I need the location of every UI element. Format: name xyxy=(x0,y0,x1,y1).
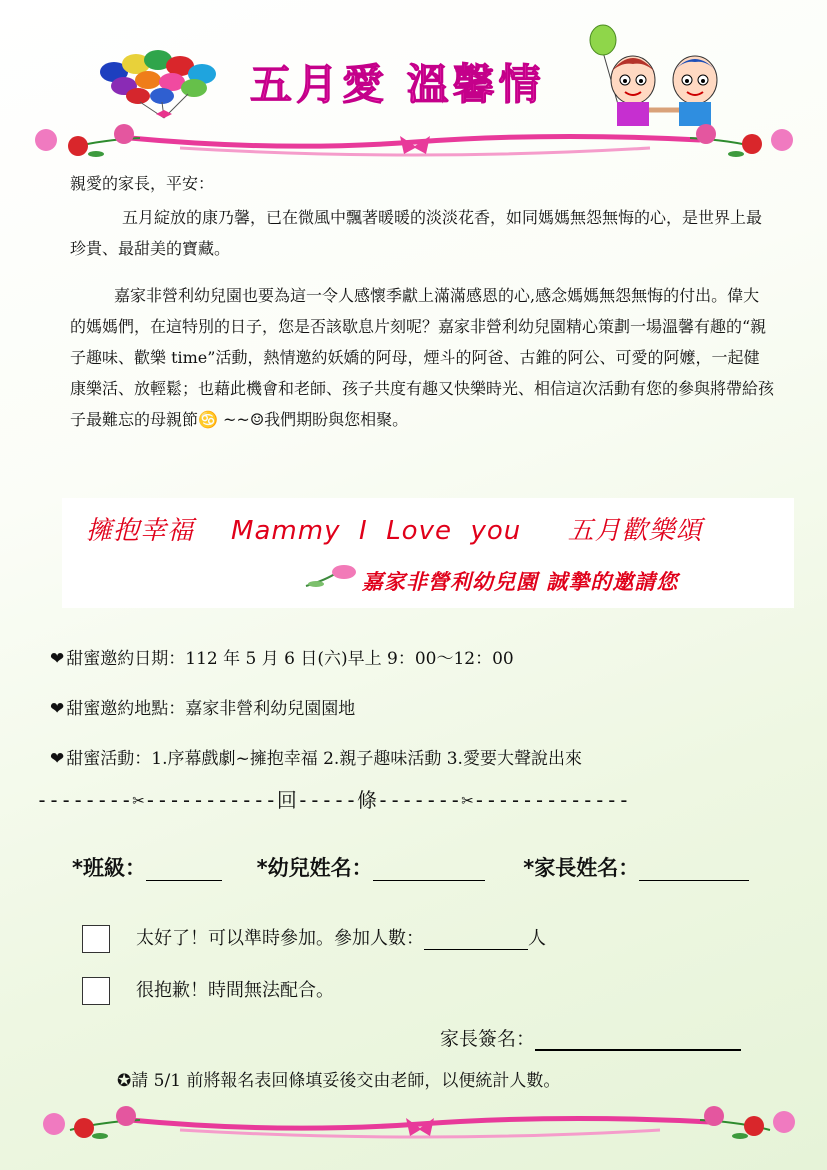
page-title: 五月愛 溫馨情 xyxy=(250,60,545,109)
children-illustration xyxy=(585,22,745,132)
cut-line-divider: --------✂-----------回-----條-------✂------------- xyxy=(36,788,630,812)
reply-form-fields xyxy=(72,852,749,882)
balloons-illustration xyxy=(92,44,232,124)
decline-option-label: 很抱歉！時間無法配合。 xyxy=(136,980,334,1001)
parent-name-label: *家長姓名： xyxy=(523,856,640,880)
parent-name-field[interactable] xyxy=(639,858,749,881)
letter-paragraph-1: 五月綻放的康乃馨，已在微風中飄著暖暖的淡淡花香，如同媽媽無怨無悔的心，是世界上最珍貴、最甜美的寶藏。 xyxy=(70,208,763,258)
top-flower-ribbon xyxy=(30,118,800,168)
invitation-text: 嘉家非營利幼兒園 誠摯的邀請您 xyxy=(362,570,679,594)
heart-icon: ❤ xyxy=(50,649,65,669)
detail-activities xyxy=(50,744,582,769)
signature-row xyxy=(440,1024,741,1051)
attend-option-label: 太好了！可以準時參加。參加人數： xyxy=(136,928,424,949)
class-field[interactable] xyxy=(146,858,222,881)
bottom-flower-ribbon xyxy=(40,1094,800,1150)
attend-option xyxy=(82,924,546,953)
heart-icon: ❤ xyxy=(50,749,65,769)
deadline-note: ✪請 5/1 前將報名表回條填妥後交由老師，以便統計人數。 xyxy=(117,1071,561,1091)
carnation-icon xyxy=(302,562,358,590)
signature-label: 家長簽名： xyxy=(440,1028,536,1050)
detail-date-text: 甜蜜邀約日期：112 年 5 月 6 日(六)早上 9：00～12：00 xyxy=(66,649,514,669)
decline-option xyxy=(82,976,334,1005)
attendee-count-field[interactable] xyxy=(424,927,528,950)
detail-date xyxy=(50,644,514,669)
slogan-text: 擁抱幸福 Mammy I Love you 五月歡樂頌 xyxy=(86,516,703,546)
detail-location xyxy=(50,694,355,719)
signature-field[interactable] xyxy=(535,1027,741,1051)
decline-checkbox[interactable] xyxy=(82,977,110,1005)
greeting: 親愛的家長，平安： xyxy=(70,174,215,193)
class-label: *班級： xyxy=(72,856,146,880)
detail-location-text: 甜蜜邀約地點：嘉家非營利幼兒園園地 xyxy=(66,699,356,719)
detail-activities-text: 甜蜜活動：1.序幕戲劇~擁抱幸福 2.親子趣味活動 3.愛要大聲說出來 xyxy=(66,749,582,769)
attend-option-suffix: 人 xyxy=(528,928,546,949)
heart-icon: ❤ xyxy=(50,699,65,719)
child-name-field[interactable] xyxy=(373,858,485,881)
attend-checkbox[interactable] xyxy=(82,925,110,953)
letter-paragraph-2: 嘉家非營利幼兒園也要為這一令人感懷季獻上滿滿感恩的心,感念媽媽無怨無悔的付出。偉大的媽媽們，在這特別的日子，您是否該歇息片刻呢？嘉家非營利幼兒園精心策劃一場溫馨有趣的“親子趣味、歡樂 time”活動，熱情邀約妖嬌的阿母，煙斗的阿爸、古錐的阿公、可愛的阿嬤，一起健康樂活、放輕鬆；也藉此機會和老師、孩子共度有趣又快樂時光、相信這次活動有您的參與將帶給孩子最難忘的母親節♋ ~~☺我們期盼與您相聚。 xyxy=(70,286,775,429)
child-name-label: *幼兒姓名： xyxy=(256,856,373,880)
